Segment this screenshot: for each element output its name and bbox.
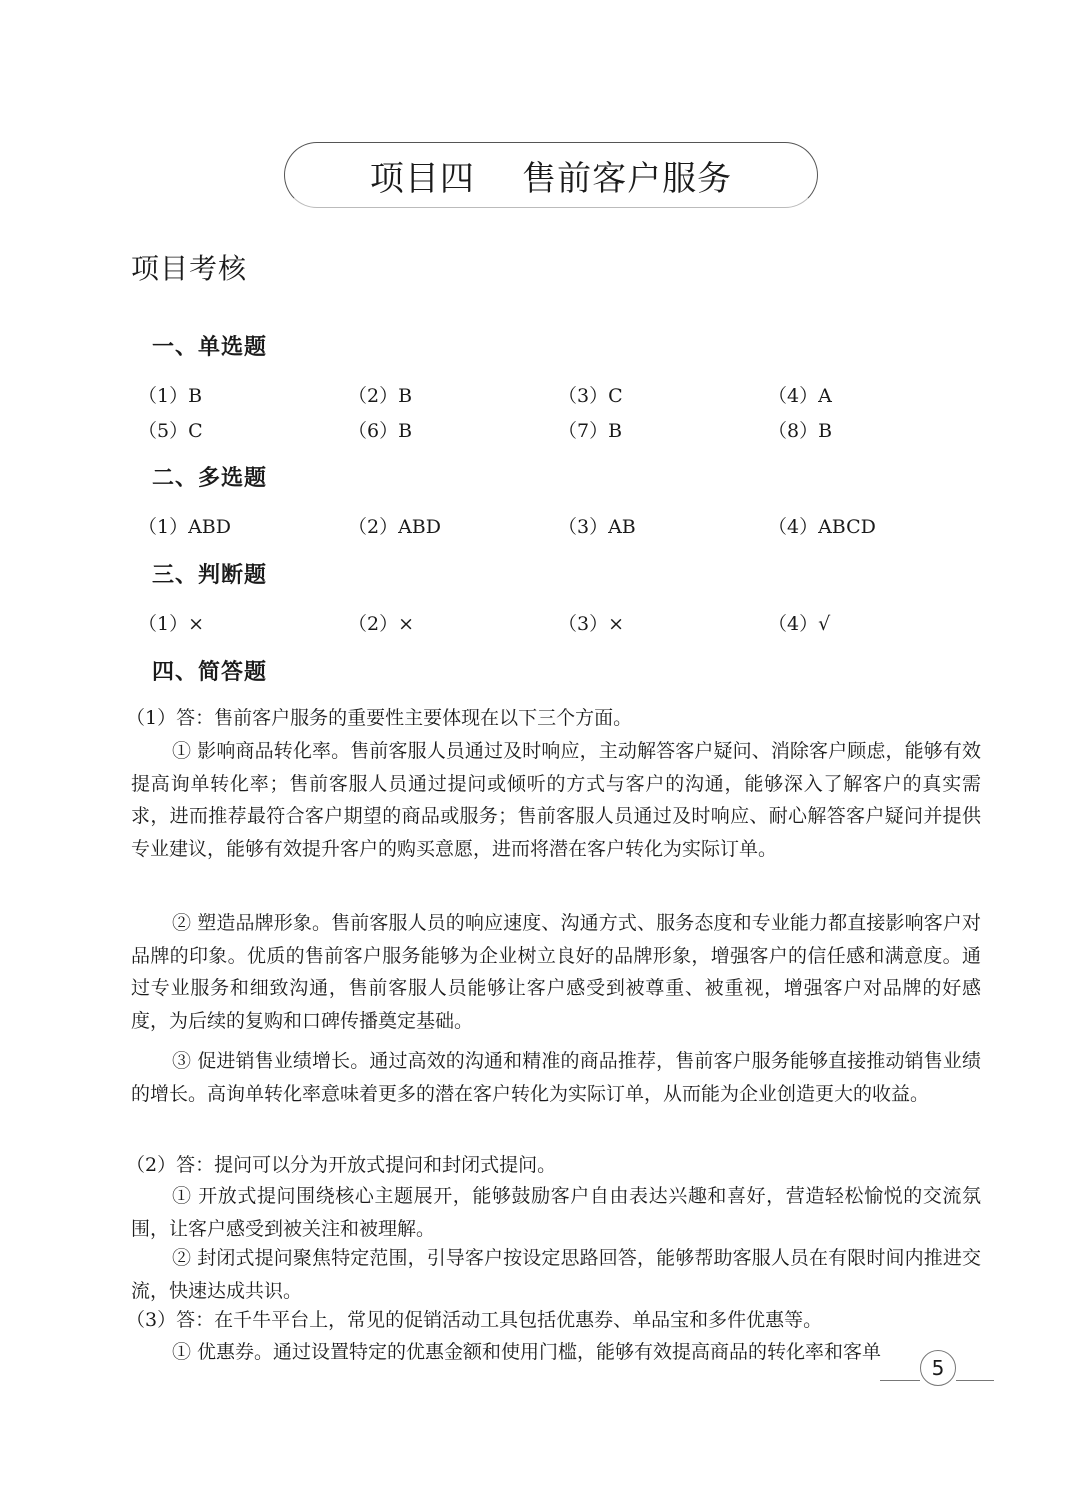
answer-item: （3）×: [558, 613, 625, 635]
section-multi-choice: 二、多选题: [152, 466, 268, 491]
answer-paragraph: ③ 促进销售业绩增长。通过高效的沟通和精准的商品推荐，售前客户服务能够直接推动销售业绩的增长。高询单转化率意味着更多的潜在客户转化为实际订单，从而能为企业创造更大的收益。: [131, 1050, 981, 1105]
answer-row: [138, 381, 998, 407]
answer-row: [138, 512, 998, 538]
answer-item: （1）B: [138, 385, 203, 407]
chapter-title-frame: [284, 142, 818, 208]
answer-paragraph: ② 封闭式提问聚焦特定范围，引导客户按设定思路回答，能够帮助客服人员在有限时间内推进交流，快速达成共识。: [131, 1247, 981, 1302]
answer-paragraph: ① 优惠券。通过设置特定的优惠金额和使用门槛，能够有效提高商品的转化率和客单: [172, 1341, 882, 1363]
answer-paragraph: ① 开放式提问围绕核心主题展开，能够鼓励客户自由表达兴趣和喜好，营造轻松愉悦的交流氛围，让客户感受到被关注和被理解。: [131, 1185, 981, 1240]
answer-item: （2）B: [348, 385, 413, 407]
answer-item: （6）B: [348, 420, 413, 442]
answer-item: （2）×: [348, 613, 415, 635]
answer-paragraph: （1）答：售前客户服务的重要性主要体现在以下三个方面。: [126, 707, 633, 729]
section-single-choice: 一、单选题: [152, 335, 268, 360]
answer-item: （1）×: [138, 613, 205, 635]
answer-row: [138, 416, 998, 442]
page-number: 5: [920, 1350, 956, 1386]
page-number-line-left: [880, 1380, 920, 1381]
answer-row: [138, 609, 998, 635]
answer-item: （1）ABD: [138, 516, 232, 538]
answer-item: （4）√: [768, 613, 831, 635]
answer-item: （3）AB: [558, 516, 636, 538]
answer-paragraph: ② 塑造品牌形象。售前客服人员的响应速度、沟通方式、服务态度和专业能力都直接影响客户对品牌的印象。优质的售前客户服务能够为企业树立良好的品牌形象，增强客户的信任感和满意度。通过专业服务和细致沟通，售前客服人员能够让客户感受到被尊重、被重视，增强客户对品牌的好感度，为后续的复购和口碑传播奠定基础。: [131, 912, 981, 1032]
section-true-false: 三、判断题: [152, 563, 268, 588]
answer-item: （4）A: [768, 385, 832, 407]
answer-item: （5）C: [138, 420, 203, 442]
answer-item: （3）C: [558, 385, 623, 407]
answer-item: （7）B: [558, 420, 623, 442]
answer-item: （4）ABCD: [768, 516, 876, 538]
chapter-title: 项目四 售前客户服务: [369, 158, 733, 199]
answer-item: （8）B: [768, 420, 833, 442]
section-heading-assessment: 项目考核: [131, 252, 248, 285]
answer-paragraph: ① 影响商品转化率。售前客服人员通过及时响应，主动解答客户疑问、消除客户顾虑，能够有效提高询单转化率；售前客服人员通过提问或倾听的方式与客户的沟通，能够深入了解客户的真实需求，进而推荐最符合客户期望的商品或服务；售前客服人员通过及时响应、耐心解答客户疑问并提供专业建议，能够有效提升客户的购买意愿，进而将潜在客户转化为实际订单。: [131, 740, 981, 860]
answer-item: （2）ABD: [348, 516, 442, 538]
page-number-line-right: [956, 1380, 994, 1381]
section-short-answer: 四、简答题: [152, 660, 268, 685]
answer-paragraph: （3）答：在千牛平台上，常见的促销活动工具包括优惠券、单品宝和多件优惠等。: [126, 1309, 823, 1331]
answer-paragraph: （2）答：提问可以分为开放式提问和封闭式提问。: [126, 1154, 557, 1176]
